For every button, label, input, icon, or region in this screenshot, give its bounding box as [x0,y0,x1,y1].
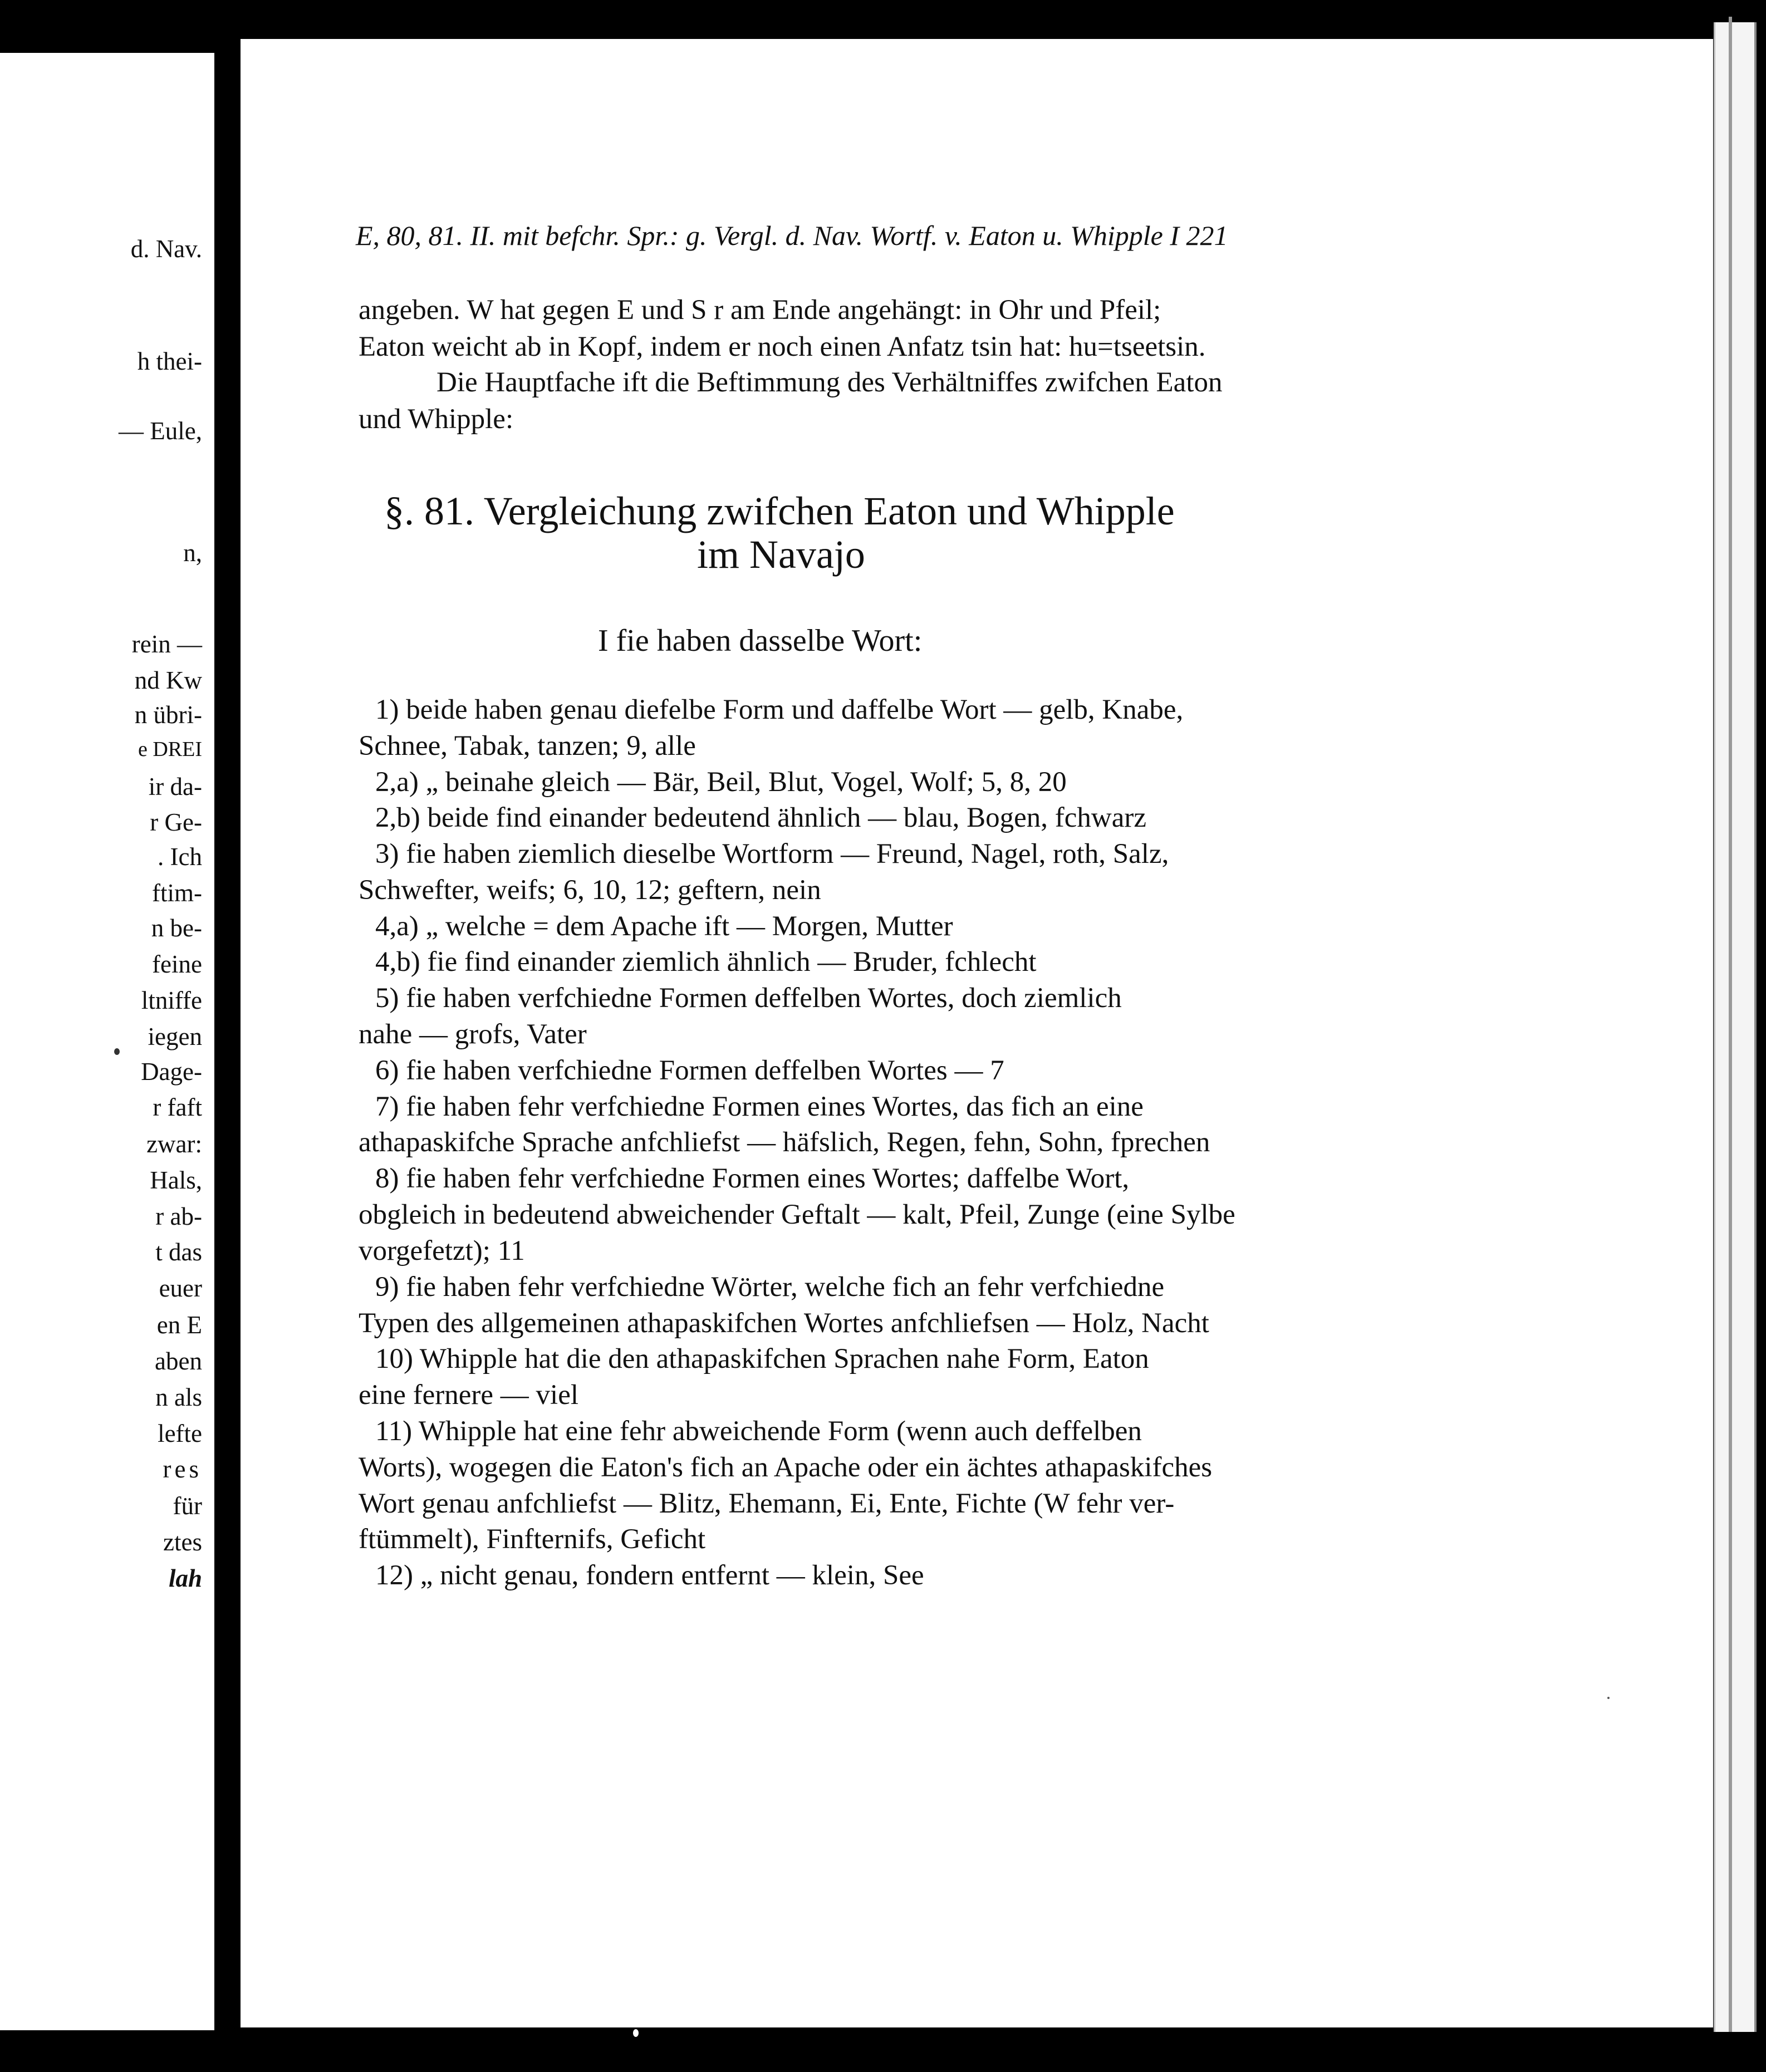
page-edge [1714,22,1757,2032]
list-item: 2,a) „ beinahe gleich — Bär, Beil, Blut, Vogel, Wolf; 5, 8, 20 [375,767,1067,798]
list-item: 10) Whipple hat die den athapaskifchen Sprachen nahe Form, Eaton [375,1343,1149,1374]
facing-line: zwar: [146,1130,202,1158]
facing-line: ir da- [148,773,202,801]
list-item: 2,b) beide find einander bedeutend ähnlich — blau, Bogen, fchwarz [375,802,1146,833]
book-page [241,39,1713,2027]
list-item: obgleich in bedeutend abweichender Geftalt — kalt, Pfeil, Zunge (eine Sylbe [359,1199,1235,1230]
facing-line: n be- [151,914,202,942]
section-heading: §. 81. Vergleichung zwifchen Eaton und Whipple [384,489,1175,533]
facing-line: rein — [131,630,202,658]
list-item: 7) fie haben fehr verfchiedne Formen eines Wortes, das fich an eine [375,1091,1144,1122]
subheading: I fie haben dasselbe Wort: [598,623,923,658]
facing-line: n übri- [134,701,202,729]
list-item: nahe — grofs, Vater [359,1019,587,1050]
facing-line: . Ich [158,843,202,871]
facing-line: lefte [158,1420,202,1447]
facing-line: d. Nav. [130,235,202,263]
facing-line: — Eule, [119,417,202,445]
facing-line: Hals, [150,1166,202,1194]
facing-line: euer [159,1274,202,1302]
section-heading-line2: im Navajo [697,532,865,577]
list-item: 3) fie haben ziemlich dieselbe Wortform — Freund, Nagel, roth, Salz, [375,838,1169,870]
facing-line: ltniffe [141,986,202,1014]
facing-line: für [173,1492,202,1520]
body-line: Die Hauptfache ift die Beftimmung des Verhältniffes zwifchen Eaton [436,367,1223,398]
ink-speck [114,1048,120,1055]
list-item: Schwefter, weifs; 6, 10, 12; geftern, nein [359,875,821,906]
list-item: 5) fie haben verfchiedne Formen deffelben Wortes, doch ziemlich [375,983,1122,1014]
facing-line: n als [155,1383,202,1411]
facing-line: res [163,1455,202,1483]
facing-line: Dage- [141,1058,202,1086]
body-line: angeben. W hat gegen E und S r am Ende angehängt: in Ohr und Pfeil; [359,294,1161,326]
list-item: 1) beide haben genau diefelbe Form und daffelbe Wort — gelb, Knabe, [375,694,1184,725]
list-item: 8) fie haben fehr verfchiedne Formen eines Wortes; daffelbe Wort, [375,1163,1130,1194]
ink-speck [1607,1697,1610,1699]
facing-line: aben [155,1347,202,1375]
facing-line: r Ge- [150,808,202,836]
facing-line: lah [168,1564,202,1592]
facing-line: r faft [153,1093,202,1121]
list-item: vorgefetzt); 11 [359,1235,525,1266]
page-edge-shadow [1729,17,1732,2032]
list-item: Typen des allgemeinen athapaskifchen Wortes anfchliefsen — Holz, Nacht [359,1308,1209,1339]
facing-line: en E [156,1311,202,1339]
list-item: Worts), wogegen die Eaton's fich an Apache oder ein ächtes athapaskifches [359,1452,1213,1483]
facing-line: t das [155,1238,202,1266]
facing-line: ztes [163,1528,202,1556]
list-item: eine fernere — viel [359,1379,579,1411]
facing-line: nd Kw [134,666,202,694]
running-head: E, 80, 81. II. mit befchr. Spr.: g. Vergl. d. Nav. Wortf. v. Eaton u. Whipple I 221 [356,220,1228,251]
body-line: Eaton weicht ab in Kopf, indem er noch einen Anfatz tsin hat: hu=tseetsin. [359,331,1206,362]
list-item: athapaskifche Sprache anfchliefst — häfslich, Regen, fehn, Sohn, fprechen [359,1127,1210,1158]
list-item: 9) fie haben fehr verfchiedne Wörter, welche fich an fehr verfchiedne [375,1271,1165,1303]
facing-page-fragment [0,53,214,2030]
facing-line: feine [152,950,202,978]
facing-line: iegen [148,1023,202,1050]
list-item: 6) fie haben verfchiedne Formen deffelben Wortes — 7 [375,1055,1004,1086]
list-item: 4,b) fie find einander ziemlich ähnlich — Bruder, fchlecht [375,946,1037,978]
list-item: 11) Whipple hat eine fehr abweichende Form (wenn auch deffelben [375,1416,1142,1447]
list-item: 4,a) „ welche = dem Apache ift — Morgen, Mutter [375,911,953,942]
paper-speck [633,2029,639,2037]
list-item: 12) „ nicht genau, fondern entfernt — klein, See [375,1560,924,1591]
list-item: ftümmelt), Finfternifs, Geficht [359,1524,706,1555]
body-line: und Whipple: [359,404,514,435]
facing-line: r ab- [155,1202,202,1230]
list-item: Schnee, Tabak, tanzen; 9, alle [359,730,696,762]
facing-line: ftim- [152,879,202,907]
facing-line: h thei- [137,347,202,375]
facing-line: n, [183,539,202,567]
list-item: Wort genau anfchliefst — Blitz, Ehemann, Ei, Ente, Fichte (W fehr ver- [359,1488,1175,1519]
facing-line: e DREI [138,738,202,761]
